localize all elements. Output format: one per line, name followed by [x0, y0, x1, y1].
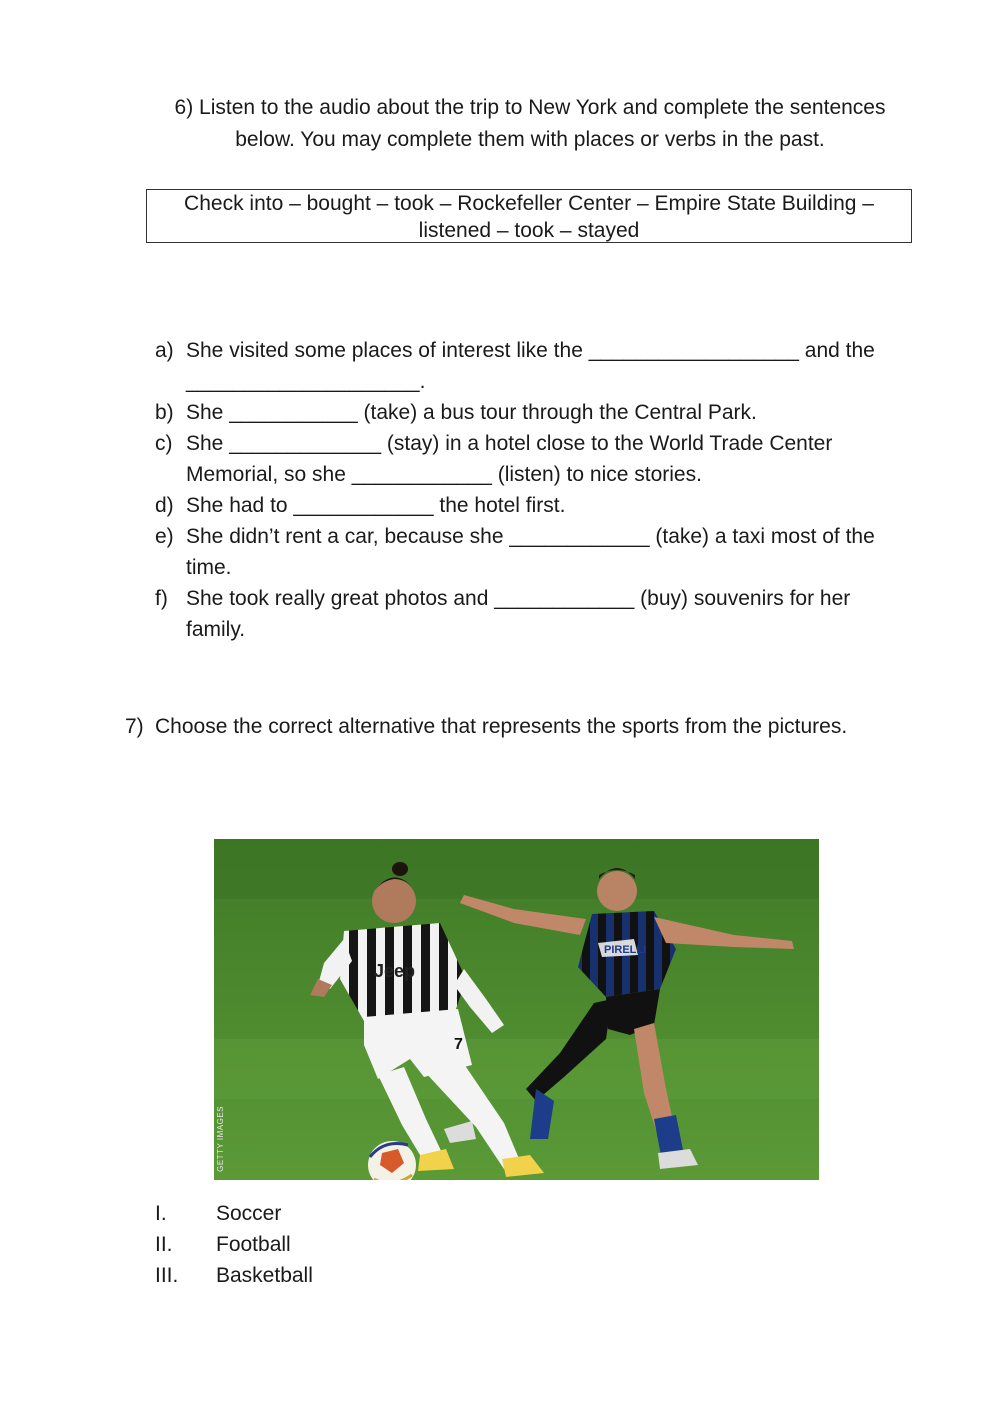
list-item	[155, 428, 915, 490]
list-item	[155, 335, 915, 397]
item-text: She visited some places of interest like the __________________ and the ____________________.	[186, 339, 875, 393]
word-bank: Check into – bought – took – Rockefeller Center – Empire State Building – listened – took – stayed	[146, 189, 912, 243]
item-label: f)	[155, 587, 168, 610]
question-7-label: 7)	[125, 715, 144, 738]
item-label: a)	[155, 339, 174, 362]
shirt-sponsor-text: Jeep	[374, 961, 416, 981]
question-7-text: Choose the correct alternative that represents the sports from the pictures.	[155, 715, 848, 738]
option-number: II.	[155, 1233, 173, 1256]
photo-credit: GETTY IMAGES	[216, 1106, 225, 1172]
item-text: She had to ____________ the hotel first.	[186, 494, 566, 517]
soccer-photo	[214, 839, 819, 1180]
list-item	[155, 397, 915, 428]
question-7	[125, 711, 905, 742]
item-text: She didn’t rent a car, because she ____________ (take) a taxi most of the time.	[186, 525, 875, 579]
option-number: I.	[155, 1202, 167, 1225]
option-text: Soccer	[216, 1202, 282, 1225]
option-text: Football	[216, 1233, 291, 1256]
item-label: e)	[155, 525, 174, 548]
sentence-list	[155, 335, 915, 645]
shirt-sponsor-text: PIRELLI	[604, 944, 647, 956]
list-item	[155, 490, 915, 521]
shirt-number-text: 7	[454, 1036, 463, 1053]
list-item	[155, 521, 915, 583]
option-text: Basketball	[216, 1264, 313, 1287]
list-item	[155, 583, 915, 645]
item-label: b)	[155, 401, 174, 424]
item-label: c)	[155, 432, 173, 455]
question-6-title: 6) Listen to the audio about the trip to New York and complete the sentences below. You may complete them with places or verbs in the past.	[174, 96, 886, 151]
option-number: III.	[155, 1264, 179, 1287]
item-text: She ___________ (take) a bus tour through the Central Park.	[186, 401, 757, 424]
item-label: d)	[155, 494, 174, 517]
soccer-photo-illustration	[214, 839, 819, 1180]
item-text: She _____________ (stay) in a hotel close to the World Trade Center Memorial, so she ____________ (listen) to nice stories.	[186, 432, 833, 486]
item-text: She took really great photos and ____________ (buy) souvenirs for her family.	[186, 587, 851, 641]
